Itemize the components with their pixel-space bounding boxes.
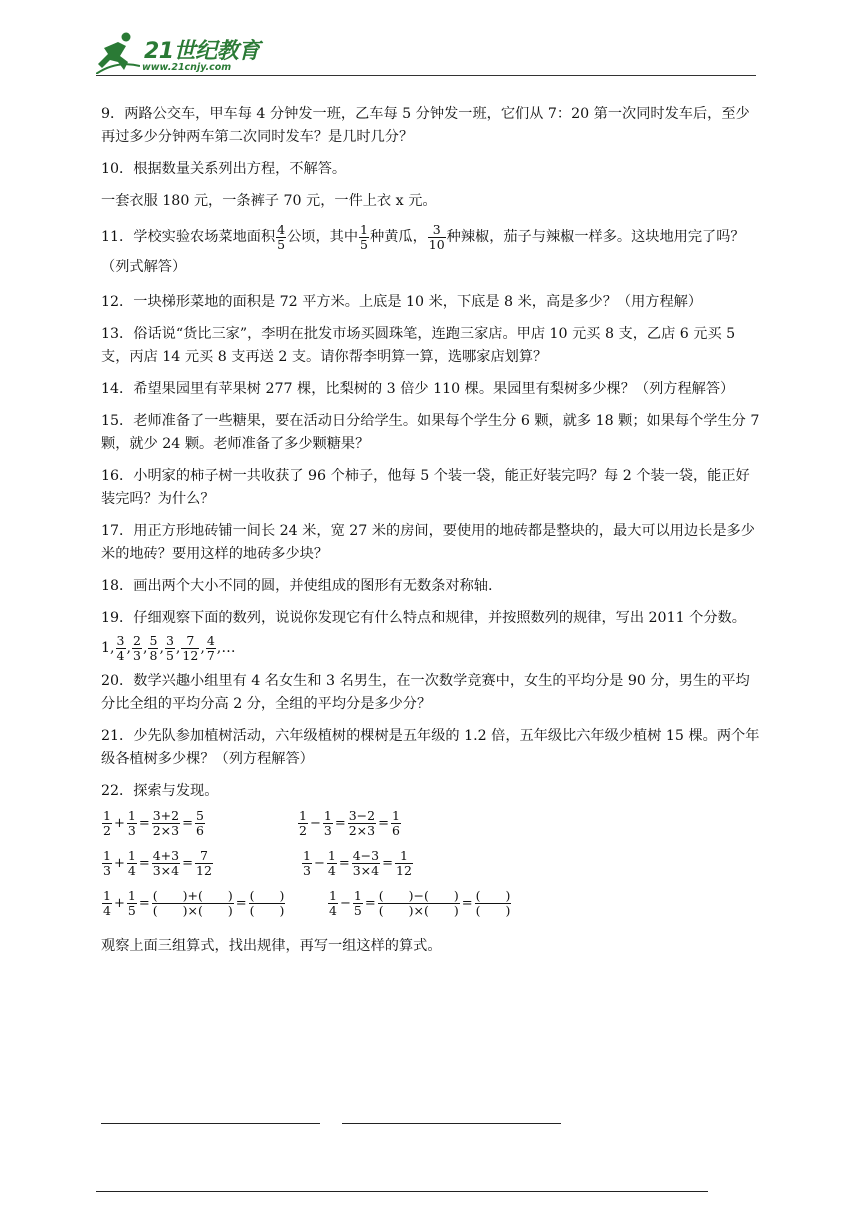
question-15: 15．老师准备了一些糖果，要在活动日分给学生。如果每个学生分 6 颗，就多 18 颗；如果每个学生分 7 颗，就少 24 颗。老师准备了多少颗糖果？ xyxy=(101,413,760,452)
question-14: 14．希望果园里有苹果树 277 棵，比梨树的 3 倍少 110 棵。果园里有梨树多少棵？（列方程解答） xyxy=(101,381,735,397)
equation-row-1 xyxy=(101,809,761,849)
fraction: $\frac{4}{5}$ xyxy=(277,221,286,252)
question-12: 12．一块梯形菜地的面积是 72 平方米。上底是 10 米，下底是 8 米，高是多少？（用方程解） xyxy=(101,294,703,310)
fraction: $\frac{1}{5}$ xyxy=(360,221,368,252)
question-17: 17．用正方形地砖铺一间长 24 米，宽 27 米的房间，要使用的地砖都是整块的，最大可以用边长是多少米的地砖？要用这样的地砖多少块？ xyxy=(101,523,755,562)
equation-row-2 xyxy=(101,849,761,889)
question-22: 22．探索与发现。 xyxy=(101,783,219,799)
fraction-sequence: 1, $\frac{3}{4}$ , $\frac{2}{3}$ , $\frac{5}{8}$ , $\frac{3}{5}$ , $\frac{7}{12}$ , $\frac{4}{7}$ ,… xyxy=(101,632,236,663)
document-body xyxy=(101,103,761,967)
answer-line-1[interactable] xyxy=(101,1123,320,1124)
question-21: 21．少先队参加植树活动，六年级植树的棵树是五年级的 1.2 倍，五年级比六年级少植树 15 棵。两个年级各植树多少棵？（列方程解答） xyxy=(101,728,760,767)
question-20: 20．数学兴趣小组里有 4 名女生和 3 名男生，在一次数学竞赛中，女生的平均分是 90 分，男生的平均分比全组的平均分高 2 分，全组的平均分是多少分？ xyxy=(101,673,750,712)
header-rule xyxy=(96,75,756,76)
footer-rule xyxy=(96,1191,708,1192)
question-13: 13．俗话说“货比三家”，李明在批发市场买圆珠笔，连跑三家店。甲店 10 元买 8 支，乙店 6 元买 5 支，丙店 14 元买 8 支再送 2 支。请你帮李明算一算，选哪家店划算？ xyxy=(101,326,736,365)
runner-logo-icon xyxy=(96,30,140,74)
equation: $\frac{1}{2}$ + $\frac{1}{3}$ = $\frac{3+2}{2\times 3}$ = $\frac{5}{6}$ xyxy=(103,808,204,838)
equation: $\frac{1}{2}$ − $\frac{1}{3}$ = $\frac{3-2}{2\times 3}$ = $\frac{1}{6}$ xyxy=(299,808,400,838)
question-22-instruction: 观察上面三组算式，找出规律，再写一组这样的算式。 xyxy=(101,938,442,954)
question-9: 9．两路公交车，甲车每 4 分钟发一班，乙车每 5 分钟发一班，它们从 7：20 第一次同时发车后，至少再过多少分钟两车第二次同时发车？是几时几分？ xyxy=(101,106,750,145)
equation-row-3 xyxy=(101,889,761,929)
question-19: 19．仔细观察下面的数列，说说你发现它有什么特点和规律，并按照数列的规律，写出 2011 个分数。 xyxy=(101,610,746,626)
equation: $\frac{1}{3}$ − $\frac{1}{4}$ = $\frac{4-3}{3\times 4}$ = $\frac{1}{12}$ xyxy=(303,848,412,878)
equation: $\frac{1}{4}$ + $\frac{1}{5}$ = $\frac{( )+( )}{( )\times( )}$ = $\frac{( )}{( )}$ xyxy=(103,888,285,918)
question-16: 16．小明家的柿子树一共收获了 96 个柿子，他每 5 个装一袋，能正好装完吗？每 2 个装一袋，能正好装完吗？为什么？ xyxy=(101,468,750,507)
question-10-detail: 一套衣服 180 元，一条裤子 70 元，一件上衣 x 元。 xyxy=(101,193,437,209)
equation: $\frac{1}{4}$ − $\frac{1}{5}$ = $\frac{( )-( )}{( )\times( )}$ = $\frac{( )}{( )}$ xyxy=(329,888,511,918)
equation: $\frac{1}{3}$ + $\frac{1}{4}$ = $\frac{4+3}{3\times 4}$ = $\frac{7}{12}$ xyxy=(103,848,212,878)
question-10: 10．根据数量关系列出方程，不解答。 xyxy=(101,161,347,177)
page-header xyxy=(0,0,860,80)
answer-line-2[interactable] xyxy=(342,1123,561,1124)
question-11: 11．学校实验农场菜地面积 $\frac{4}{5}$ 公顷，其中 $\frac{1}{5}$ 种黄瓜， $\frac{3}{10}$ 种辣椒，茄子与辣椒一样多。这块地用完了吗？（列式解答） xyxy=(101,221,745,275)
logo-url: www.21cnjy.com xyxy=(142,62,232,73)
question-18: 18．画出两个大小不同的圆，并使组成的图形有无数条对称轴. xyxy=(101,578,493,594)
logo-text: 21世纪教育 xyxy=(144,39,260,64)
fraction: $\frac{3}{10}$ xyxy=(428,221,445,252)
logo xyxy=(96,30,266,76)
